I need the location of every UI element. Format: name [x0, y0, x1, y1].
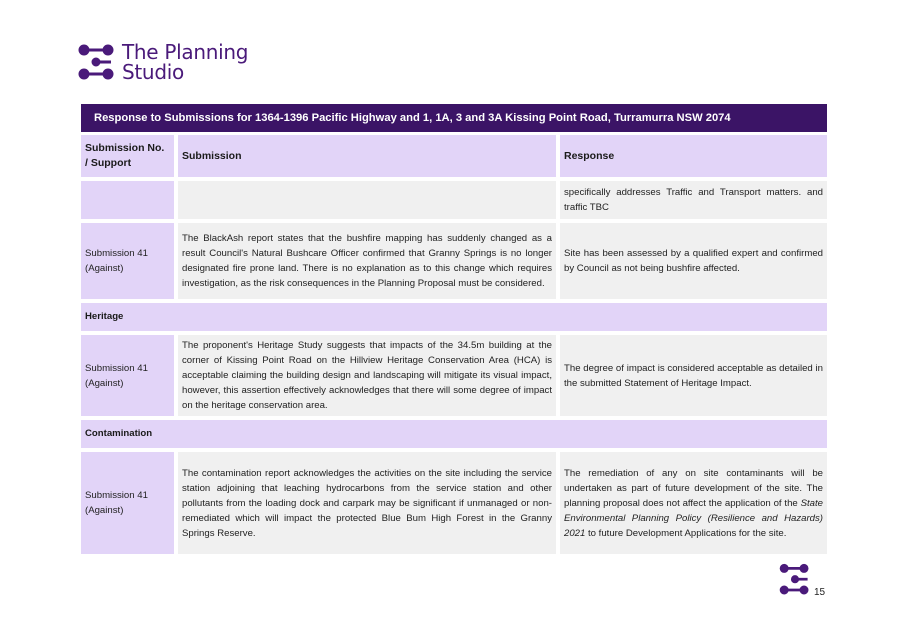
row0-submission-no [81, 181, 174, 219]
table-row [81, 452, 827, 554]
row3-response-text-b: to future Development Applications for the site. [585, 527, 787, 539]
footer-logo-icon [776, 563, 814, 599]
table-header-row [81, 135, 827, 177]
table-row [81, 223, 827, 299]
header-submission: Submission [178, 135, 556, 177]
row1-response: Site has been assessed by a qualified expert and confirmed by Council as not being bushfire affected. [560, 223, 827, 299]
row2-submission-no: Submission 41 (Against) [81, 335, 174, 416]
section-heritage: Heritage [81, 303, 827, 331]
row2-response: The degree of impact is considered acceptable as detailed in the submitted Statement of Heritage Impact. [560, 335, 827, 416]
row3-response [560, 452, 827, 554]
table-row [81, 335, 827, 416]
row0-submission [178, 181, 556, 219]
logo-line-2: Studio [122, 60, 184, 84]
section-contamination: Contamination [81, 420, 827, 448]
row3-submission: The contamination report acknowledges the activities on the site including the service station adjoining that leaching hydrocarbons from the service station and other pollutants from the loading dock and carpark may be significant if unmanaged or non-remediated which will impact the protected Blue Bum High Forest in the Granny Springs Reserve. [178, 452, 556, 554]
document-title: Response to Submissions for 1364-1396 Pacific Highway and 1, 1A, 3 and 3A Kissing Point Road, Turramurra NSW 2074 [81, 104, 827, 132]
row3-response-policy: State Environmental Planning Policy (Resilience and Hazards) 2021 [564, 497, 823, 539]
planning-studio-logo-icon [78, 42, 114, 82]
brand-logo [78, 42, 248, 82]
row2-submission: The proponent's Heritage Study suggests that impacts of the 34.5m building at the corner of Kissing Point Road on the Hillview Heritage Conservation Area (HCA) is acceptable claiming the building design and landscaping will mitigate its visual impact, however, this assertion effectively acknowledges that there will some degree of impact on the heritage conservation area. [178, 335, 556, 416]
row0-response: specifically addresses Traffic and Transport matters. and traffic TBC [560, 181, 827, 219]
submissions-table [81, 135, 827, 558]
page-number: 15 [814, 587, 826, 598]
row1-submission: The BlackAsh report states that the bushfire mapping has suddenly changed as a result Council's Natural Bushcare Officer confirmed that Granny Springs is no longer designated fire prone land. There is no explanation as to this change which requires investigation, as the risk consequences in the Planning Proposal must be considered. [178, 223, 556, 299]
header-response: Response [560, 135, 827, 177]
header-submission-no: Submission No. / Support [81, 135, 174, 177]
row3-response-text-a: The remediation of any on site contaminants will be undertaken as part of future development of the site. The planning proposal does not affect the application of the [564, 467, 823, 509]
logo-line-1: The Planning [122, 40, 249, 64]
table-row [81, 181, 827, 219]
row3-submission-no: Submission 41 (Against) [81, 452, 174, 554]
row1-submission-no: Submission 41 (Against) [81, 223, 174, 299]
